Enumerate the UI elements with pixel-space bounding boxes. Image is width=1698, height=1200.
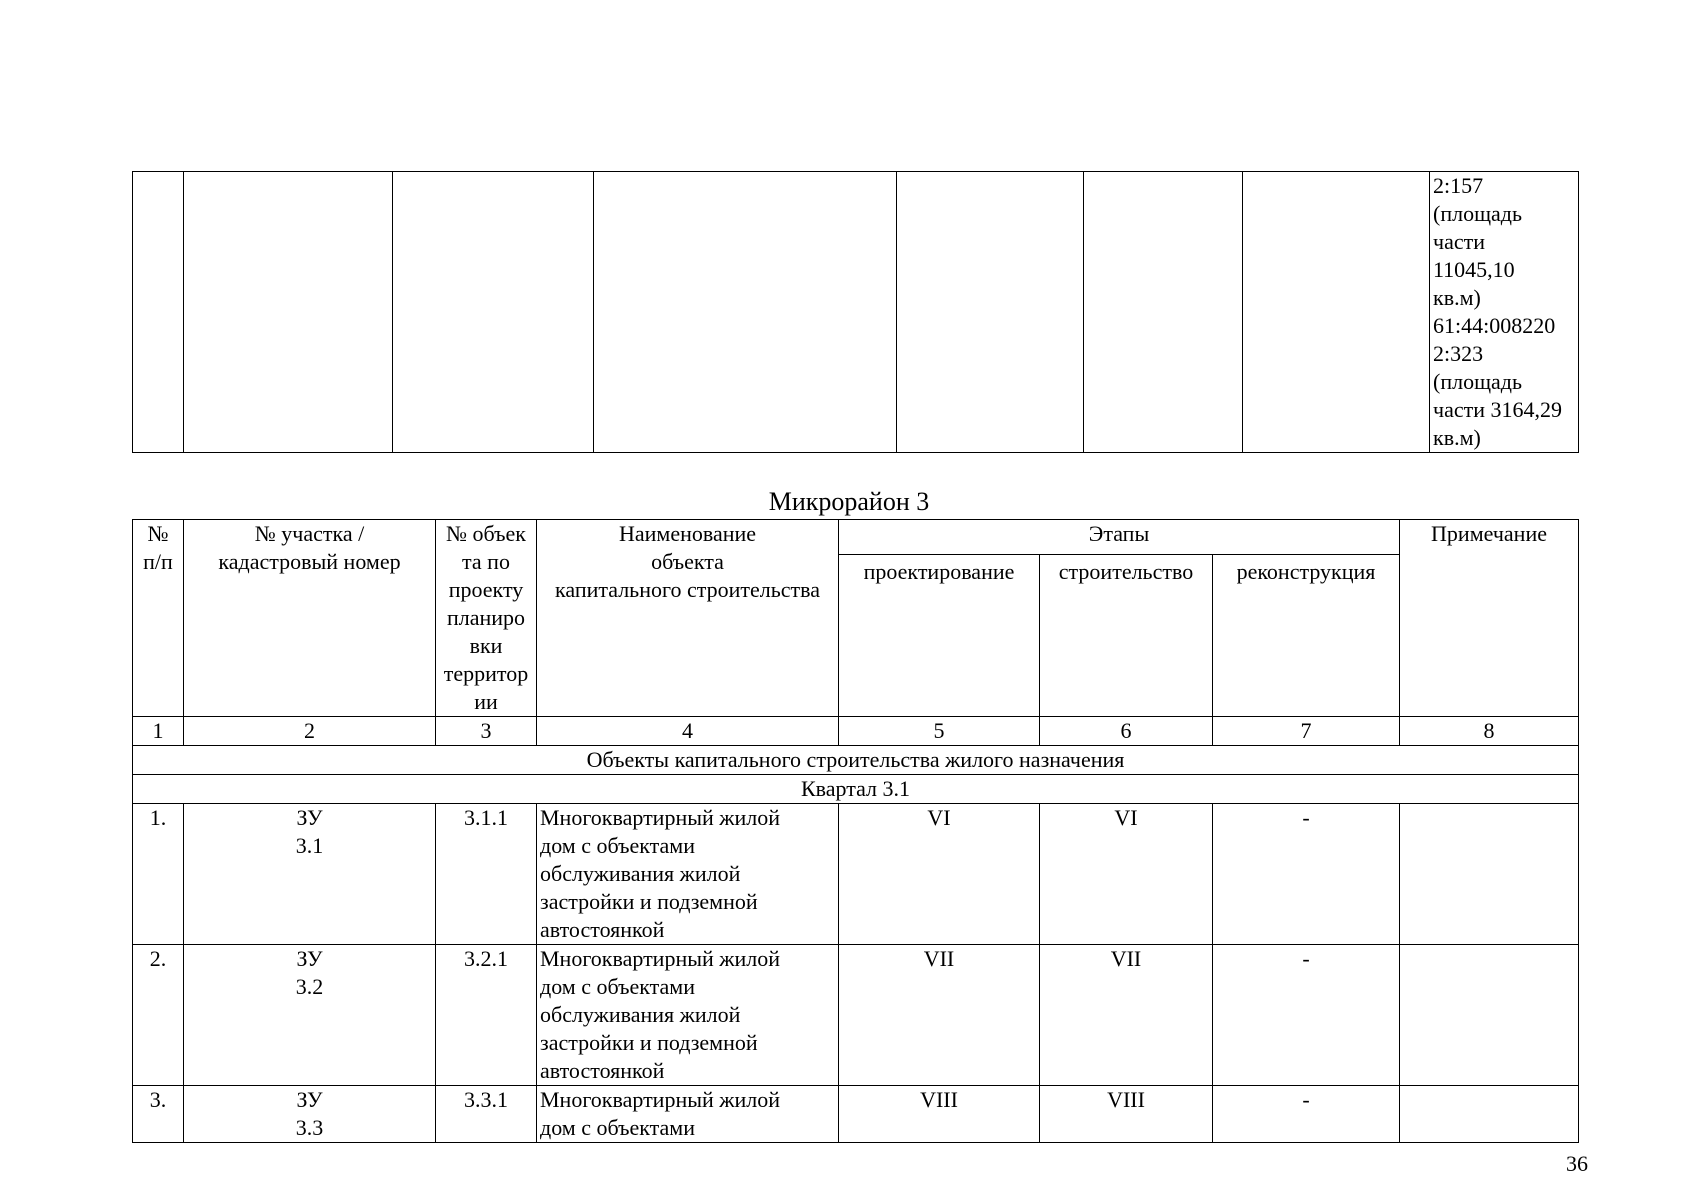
header-plot: № участка / кадастровый номер: [184, 520, 436, 717]
column-number: 4: [537, 717, 839, 746]
row-plot: ЗУ 3.1: [184, 804, 436, 945]
row-plot: ЗУ 3.3: [184, 1086, 436, 1143]
empty-cell: [184, 172, 393, 453]
row-stage-reconstruction: -: [1213, 1086, 1400, 1143]
row-stage-reconstruction: -: [1213, 804, 1400, 945]
column-number: 2: [184, 717, 436, 746]
header-stages: Этапы: [839, 520, 1400, 555]
column-number: 8: [1400, 717, 1579, 746]
continuation-row: [133, 172, 1579, 453]
row-object-name: Многоквартирный жилой дом с объектами обслуживания жилой застройки и подземной автостоянкой: [537, 804, 839, 945]
empty-cell: [393, 172, 594, 453]
header-row-1: [133, 520, 1579, 555]
table-row: [133, 945, 1579, 1086]
header-stage-construction: строительство: [1040, 555, 1213, 717]
group-title: Объекты капитального строительства жилого назначения: [133, 746, 1579, 775]
row-object-name: Многоквартирный жилой дом с объектами обслуживания жилой застройки и подземной автостоянкой: [537, 945, 839, 1086]
header-object-name: Наименование объекта капитального строительства: [537, 520, 839, 717]
column-number: 7: [1213, 717, 1400, 746]
row-stage-construction: VIII: [1040, 1086, 1213, 1143]
column-number: 3: [436, 717, 537, 746]
header-object-number: № объек та по проекту планиро вки территор ии: [436, 520, 537, 717]
row-stage-construction: VII: [1040, 945, 1213, 1086]
empty-cell: [1084, 172, 1243, 453]
section-title: Микрорайон 3: [768, 487, 930, 516]
header-note: Примечание: [1400, 520, 1579, 717]
table-row: [133, 1086, 1579, 1143]
row-number: 2.: [133, 945, 184, 1086]
column-number: 6: [1040, 717, 1213, 746]
block-title-row: [133, 775, 1579, 804]
row-object-number: 3.3.1: [436, 1086, 537, 1143]
empty-cell: [897, 172, 1084, 453]
row-note: [1400, 804, 1579, 945]
row-note: [1400, 945, 1579, 1086]
empty-cell: [1243, 172, 1430, 453]
row-stage-construction: VI: [1040, 804, 1213, 945]
row-note: [1400, 1086, 1579, 1143]
column-number: 1: [133, 717, 184, 746]
empty-cell: [594, 172, 897, 453]
row-plot: ЗУ 3.2: [184, 945, 436, 1086]
row-stage-reconstruction: -: [1213, 945, 1400, 1086]
page-number: 36: [1566, 1151, 1588, 1176]
row-number: 1.: [133, 804, 184, 945]
column-number: 5: [839, 717, 1040, 746]
block-title: Квартал 3.1: [133, 775, 1579, 804]
row-stage-design: VII: [839, 945, 1040, 1086]
empty-cell: [133, 172, 184, 453]
table-row: [133, 804, 1579, 945]
row-object-number: 3.2.1: [436, 945, 537, 1086]
row-stage-design: VI: [839, 804, 1040, 945]
row-number: 3.: [133, 1086, 184, 1143]
continuation-note-cell: 2:157 (площадь части 11045,10 кв.м) 61:44:008220 2:323 (площадь части 3164,29 кв.м): [1430, 172, 1579, 453]
row-stage-design: VIII: [839, 1086, 1040, 1143]
group-title-row: [133, 746, 1579, 775]
column-number-row: [133, 717, 1579, 746]
header-stage-design: проектирование: [839, 555, 1040, 717]
header-stage-reconstruction: реконструкция: [1213, 555, 1400, 717]
continuation-table: [132, 171, 1579, 453]
header-number: № п/п: [133, 520, 184, 717]
objects-table: [132, 519, 1579, 1143]
row-object-number: 3.1.1: [436, 804, 537, 945]
row-object-name: Многоквартирный жилой дом с объектами: [537, 1086, 839, 1143]
